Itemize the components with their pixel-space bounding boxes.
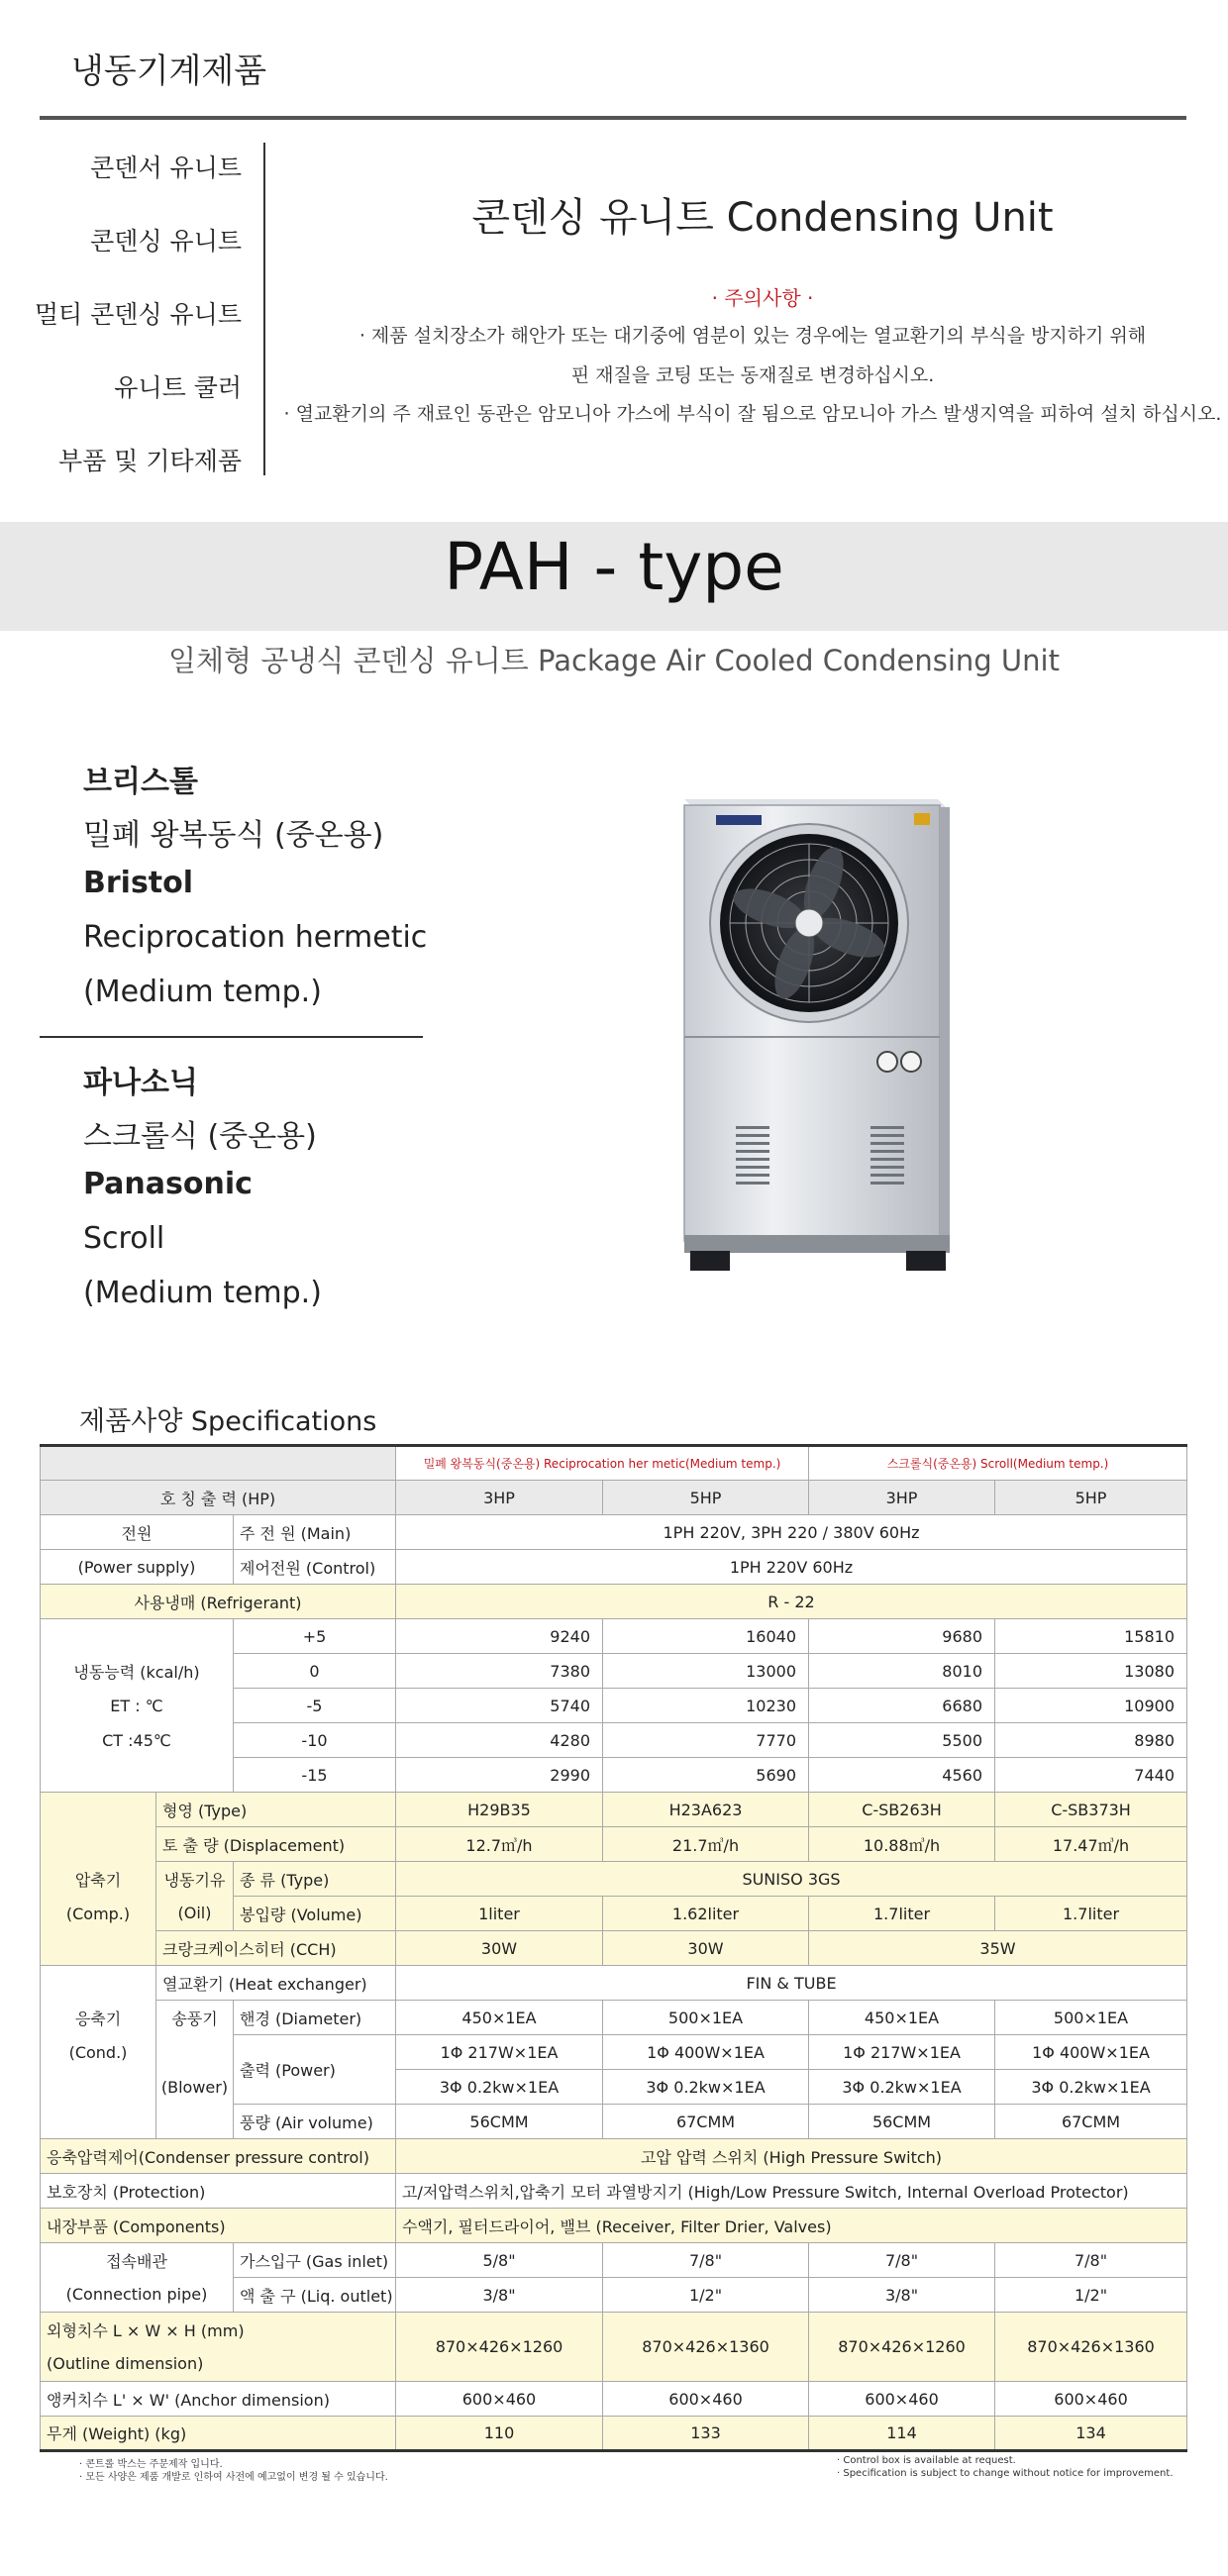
spec-cell: 5740 bbox=[396, 1689, 603, 1723]
spec-comp-label: (Comp.) bbox=[41, 1897, 156, 1931]
spec-hp-label: 호 칭 출 력 (HP) bbox=[41, 1481, 396, 1515]
spec-cch-row bbox=[41, 1931, 1187, 1966]
spec-cell: 30W bbox=[603, 1931, 809, 1966]
spec-main-label: 주 전 원 (Main) bbox=[234, 1515, 396, 1550]
spec-displacement-row bbox=[41, 1827, 1187, 1862]
spec-air-volume-row bbox=[41, 2105, 1187, 2139]
spec-cell: 10.88㎥/h bbox=[809, 1827, 995, 1862]
spec-cell: 5500 bbox=[809, 1723, 995, 1758]
nav-item-condenser-unit[interactable]: 콘덴서 유니트 bbox=[90, 154, 242, 182]
spec-cpc-value: 고압 압력 스위치 (High Pressure Switch) bbox=[396, 2139, 1187, 2174]
header-divider bbox=[40, 116, 1186, 120]
product-type-kr: 스크롤식 (중온용) bbox=[83, 1119, 317, 1154]
spec-refrigerant-row bbox=[41, 1585, 1187, 1619]
spec-cell: +5 bbox=[234, 1619, 396, 1654]
spec-cell: 12.7㎥/h bbox=[396, 1827, 603, 1862]
spec-weight-label: 무게 (Weight) (kg) bbox=[41, 2417, 396, 2451]
spec-capacity-row bbox=[41, 1758, 1187, 1793]
spec-cell: 30W bbox=[396, 1931, 603, 1966]
spec-capacity-label: CT :45℃ bbox=[41, 1723, 234, 1758]
spec-cell: 134 bbox=[995, 2417, 1187, 2451]
spec-displacement-label: 토 출 량 (Displacement) bbox=[156, 1827, 396, 1862]
spec-cell: 450×1EA bbox=[396, 2001, 603, 2035]
type-subtitle: 일체형 공냉식 콘덴싱 유니트 Package Air Cooled Condensing Unit bbox=[168, 644, 1060, 677]
caution-title: · 주의사항 · bbox=[711, 286, 814, 310]
spec-components-value: 수액기, 필터드라이어, 밸브 (Receiver, Filter Drier, Valves) bbox=[396, 2209, 1187, 2243]
spec-main-power-row bbox=[41, 1515, 1187, 1550]
spec-cpc-row bbox=[41, 2139, 1187, 2174]
nav-item-parts-etc[interactable]: 부품 및 기타제품 bbox=[58, 447, 242, 475]
spec-cell: 2990 bbox=[396, 1758, 603, 1793]
spec-cell: 1Φ 400W×1EA bbox=[995, 2035, 1187, 2070]
spec-power-output-label: 출력 (Power) bbox=[234, 2035, 396, 2105]
spec-cell: 600×460 bbox=[603, 2382, 809, 2417]
spec-cell: 870×426×1260 bbox=[809, 2313, 995, 2382]
spec-cell: 17.47㎥/h bbox=[995, 1827, 1187, 1862]
nav-item-unit-cooler[interactable]: 유니트 쿨러 bbox=[114, 373, 242, 402]
spec-cell: 7/8" bbox=[809, 2243, 995, 2278]
spec-cond-label: 응축기 bbox=[41, 2001, 156, 2035]
spec-comp-type-row bbox=[41, 1793, 1187, 1827]
spec-outline-label: (Outline dimension) bbox=[41, 2347, 396, 2382]
spec-type-label: 형영 (Type) bbox=[156, 1793, 396, 1827]
product-brand-kr: 파나소닉 bbox=[83, 1066, 198, 1100]
spec-cell: 15810 bbox=[995, 1619, 1187, 1654]
caution-line: · 열교환기의 주 재료인 동관은 암모니아 가스에 부식이 잘 됨으로 암모니아 가스 발생지역을 피하여 설치 하십시오. bbox=[283, 403, 1222, 425]
spec-main-value: 1PH 220V, 3PH 220 / 380V 60Hz bbox=[396, 1515, 1187, 1550]
spec-diameter-label: 핸경 (Diameter) bbox=[234, 2001, 396, 2035]
spec-oil-type-label: 종 류 (Type) bbox=[234, 1862, 396, 1897]
spec-capacity-row bbox=[41, 1619, 1187, 1654]
spec-cell: 7/8" bbox=[995, 2243, 1187, 2278]
spec-cell: 21.7㎥/h bbox=[603, 1827, 809, 1862]
spec-blower-label: 송풍기 bbox=[156, 2001, 234, 2035]
spec-cell: 16040 bbox=[603, 1619, 809, 1654]
spec-anchor-row bbox=[41, 2382, 1187, 2417]
spec-cell: 8980 bbox=[995, 1723, 1187, 1758]
spec-oil-type-value: SUNISO 3GS bbox=[396, 1862, 1187, 1897]
spec-cell: 3Φ 0.2kw×1EA bbox=[809, 2070, 995, 2105]
condensing-unit-image bbox=[676, 799, 997, 1277]
spec-cell: 1liter bbox=[396, 1897, 603, 1931]
spec-liq-outlet-row bbox=[41, 2278, 1187, 2313]
spec-cell: 56CMM bbox=[396, 2105, 603, 2139]
spec-cell: 3Φ 0.2kw×1EA bbox=[396, 2070, 603, 2105]
spec-protection-value: 고/저압력스위치,압축기 모터 과열방지기 (High/Low Pressure Switch, Internal Overload Protector) bbox=[396, 2174, 1187, 2209]
spec-group-header-row bbox=[41, 1446, 1187, 1481]
spec-oil-volume-row bbox=[41, 1897, 1187, 1931]
spec-title: 제품사양 Specifications bbox=[79, 1406, 377, 1437]
spec-cell: 3HP bbox=[809, 1481, 995, 1515]
spec-cell: 600×460 bbox=[995, 2382, 1187, 2417]
spec-cell: 3/8" bbox=[396, 2278, 603, 2313]
spec-cell: 114 bbox=[809, 2417, 995, 2451]
spec-cell: 1.7liter bbox=[995, 1897, 1187, 1931]
spec-components-label: 내장부품 (Components) bbox=[41, 2209, 396, 2243]
spec-cell: 10900 bbox=[995, 1689, 1187, 1723]
spec-cell: 7770 bbox=[603, 1723, 809, 1758]
spec-cpc-label: 응축압력제어(Condenser pressure control) bbox=[41, 2139, 396, 2174]
product-brand-kr: 브리스톨 bbox=[83, 765, 198, 799]
spec-oil-label: (Oil) bbox=[156, 1897, 234, 1931]
spec-cell: 13080 bbox=[995, 1654, 1187, 1689]
spec-cell: 3Φ 0.2kw×1EA bbox=[603, 2070, 809, 2105]
spec-cell: 5HP bbox=[995, 1481, 1187, 1515]
spec-power-output-row bbox=[41, 2070, 1187, 2105]
spec-cell: 67CMM bbox=[603, 2105, 809, 2139]
spec-comp-label: 압축기 bbox=[41, 1862, 156, 1897]
spec-cell: -15 bbox=[234, 1758, 396, 1793]
spec-power-label: (Power supply) bbox=[41, 1550, 234, 1585]
spec-cell: 1/2" bbox=[603, 2278, 809, 2313]
spec-cell: 7440 bbox=[995, 1758, 1187, 1793]
spec-refrigerant-label: 사용냉매 (Refrigerant) bbox=[41, 1585, 396, 1619]
spec-cell: 600×460 bbox=[396, 2382, 603, 2417]
side-nav bbox=[34, 143, 265, 475]
spec-heat-exchanger-row bbox=[41, 1966, 1187, 2001]
spec-cell: 7380 bbox=[396, 1654, 603, 1689]
nav-item-condensing-unit[interactable]: 콘덴싱 유니트 bbox=[90, 227, 242, 256]
spec-outline-label: 외형치수 L × W × H (mm) bbox=[41, 2313, 396, 2347]
spec-group-recip: 밀폐 왕복동식(중온용) Reciprocation her metic(Medium temp.) bbox=[396, 1446, 809, 1481]
spec-control-power-row bbox=[41, 1550, 1187, 1585]
spec-air-label: 풍량 (Air volume) bbox=[234, 2105, 396, 2139]
spec-oil-type-row bbox=[41, 1862, 1187, 1897]
spec-cell: 1Φ 217W×1EA bbox=[809, 2035, 995, 2070]
spec-cell: 6680 bbox=[809, 1689, 995, 1723]
footnote-en: · Control box is available at request. bbox=[837, 2455, 1016, 2466]
spec-hx-value: FIN & TUBE bbox=[396, 1966, 1187, 2001]
spec-blower-label: (Blower) bbox=[156, 2070, 234, 2105]
footnote-kr: · 모든 사양은 제품 개발로 인하여 사전에 예고없이 변경 될 수 있습니다. bbox=[79, 2472, 388, 2483]
spec-capacity-row bbox=[41, 1689, 1187, 1723]
type-title: PAH - type bbox=[444, 529, 784, 605]
spec-cell: 1Φ 400W×1EA bbox=[603, 2035, 809, 2070]
spec-control-value: 1PH 220V 60Hz bbox=[396, 1550, 1187, 1585]
spec-cell: 600×460 bbox=[809, 2382, 995, 2417]
spec-cell: -5 bbox=[234, 1689, 396, 1723]
spec-cell: 1.62liter bbox=[603, 1897, 809, 1931]
spec-gas-inlet-row bbox=[41, 2243, 1187, 2278]
unit-title: 콘덴싱 유니트 Condensing Unit bbox=[471, 195, 1054, 241]
spec-capacity-row bbox=[41, 1654, 1187, 1689]
spec-conn-label: (Connection pipe) bbox=[41, 2278, 234, 2313]
spec-conn-label: 접속배관 bbox=[41, 2243, 234, 2278]
product-type-kr: 밀폐 왕복동식 (중온용) bbox=[83, 818, 384, 853]
spec-components-row bbox=[41, 2209, 1187, 2243]
spec-liq-label: 액 출 구 (Liq. outlet) bbox=[234, 2278, 396, 2313]
spec-cell: 450×1EA bbox=[809, 2001, 995, 2035]
spec-protection-row bbox=[41, 2174, 1187, 2209]
spec-cell: 870×426×1360 bbox=[995, 2313, 1187, 2382]
spec-control-label: 제어전원 (Control) bbox=[234, 1550, 396, 1585]
spec-cell: 5690 bbox=[603, 1758, 809, 1793]
spec-cell: 1.7liter bbox=[809, 1897, 995, 1931]
product-brand-en: Bristol bbox=[83, 866, 194, 900]
product-temp: (Medium temp.) bbox=[83, 975, 322, 1009]
spec-cell: 3Φ 0.2kw×1EA bbox=[995, 2070, 1187, 2105]
spec-cell: 35W bbox=[809, 1931, 1187, 1966]
spec-cond-label: (Cond.) bbox=[41, 2035, 156, 2070]
category-title: 냉동기계제품 bbox=[71, 52, 267, 91]
spec-cell: 110 bbox=[396, 2417, 603, 2451]
product-divider bbox=[40, 1036, 423, 1038]
spec-cell: C-SB263H bbox=[809, 1793, 995, 1827]
spec-oil-volume-label: 봉입량 (Volume) bbox=[234, 1897, 396, 1931]
spec-capacity-label: 냉동능력 (kcal/h) bbox=[41, 1654, 234, 1689]
spec-outline-row bbox=[41, 2313, 1187, 2347]
spec-cell: 500×1EA bbox=[603, 2001, 809, 2035]
spec-cell: 1/2" bbox=[995, 2278, 1187, 2313]
spec-refrigerant-value: R - 22 bbox=[396, 1585, 1187, 1619]
spec-diameter-row bbox=[41, 2001, 1187, 2035]
spec-hx-label: 열교환기 (Heat exchanger) bbox=[156, 1966, 396, 2001]
product-temp: (Medium temp.) bbox=[83, 1276, 322, 1310]
footnote-kr: · 콘트롤 박스는 주문제작 입니다. bbox=[79, 2459, 223, 2470]
spec-hp-row bbox=[41, 1481, 1187, 1515]
spec-capacity-row bbox=[41, 1723, 1187, 1758]
spec-oil-label: 냉동기유 bbox=[156, 1862, 234, 1897]
spec-cell: 5/8" bbox=[396, 2243, 603, 2278]
caution-line: · 제품 설치장소가 해안가 또는 대기중에 염분이 있는 경우에는 열교환기의 부식을 방지하기 위해 bbox=[358, 325, 1147, 347]
spec-gas-label: 가스입구 (Gas inlet) bbox=[234, 2243, 396, 2278]
spec-table bbox=[40, 1444, 1187, 2452]
spec-cell: 9240 bbox=[396, 1619, 603, 1654]
spec-cell: H29B35 bbox=[396, 1793, 603, 1827]
product-type-en: Scroll bbox=[83, 1221, 165, 1256]
nav-item-multi-condensing-unit[interactable]: 멀티 콘덴싱 유니트 bbox=[34, 300, 242, 329]
product-brand-en: Panasonic bbox=[83, 1167, 253, 1201]
spec-cell: 870×426×1260 bbox=[396, 2313, 603, 2382]
spec-weight-row bbox=[41, 2417, 1187, 2451]
spec-cell: 56CMM bbox=[809, 2105, 995, 2139]
spec-anchor-label: 앵커치수 L' × W' (Anchor dimension) bbox=[41, 2382, 396, 2417]
product-type-en: Reciprocation hermetic bbox=[83, 920, 428, 955]
spec-protection-label: 보호장치 (Protection) bbox=[41, 2174, 396, 2209]
caution-line: 핀 재질을 코팅 또는 동재질로 변경하십시오. bbox=[570, 364, 935, 386]
spec-cell: 870×426×1360 bbox=[603, 2313, 809, 2382]
spec-power-label: 전원 bbox=[41, 1515, 234, 1550]
spec-power-output-row bbox=[41, 2035, 1187, 2070]
spec-cell: 0 bbox=[234, 1654, 396, 1689]
spec-cell: H23A623 bbox=[603, 1793, 809, 1827]
spec-group-scroll: 스크롤식(중온용) Scroll(Medium temp.) bbox=[809, 1446, 1187, 1481]
spec-cell: 7/8" bbox=[603, 2243, 809, 2278]
spec-cell: 10230 bbox=[603, 1689, 809, 1723]
spec-cell: 133 bbox=[603, 2417, 809, 2451]
spec-cell: 500×1EA bbox=[995, 2001, 1187, 2035]
spec-cell: 9680 bbox=[809, 1619, 995, 1654]
spec-cell: 67CMM bbox=[995, 2105, 1187, 2139]
spec-cell: 4560 bbox=[809, 1758, 995, 1793]
footnote-en: · Specification is subject to change without notice for improvement. bbox=[837, 2468, 1174, 2479]
spec-cell: 13000 bbox=[603, 1654, 809, 1689]
spec-cell: 4280 bbox=[396, 1723, 603, 1758]
spec-cell: 3HP bbox=[396, 1481, 603, 1515]
spec-cell: -10 bbox=[234, 1723, 396, 1758]
spec-cell: 8010 bbox=[809, 1654, 995, 1689]
spec-cell: 5HP bbox=[603, 1481, 809, 1515]
spec-cch-label: 크랑크케이스히터 (CCH) bbox=[156, 1931, 396, 1966]
spec-cell: C-SB373H bbox=[995, 1793, 1187, 1827]
spec-capacity-label: ET : ℃ bbox=[41, 1689, 234, 1723]
spec-cell: 1Φ 217W×1EA bbox=[396, 2035, 603, 2070]
spec-cell: 3/8" bbox=[809, 2278, 995, 2313]
